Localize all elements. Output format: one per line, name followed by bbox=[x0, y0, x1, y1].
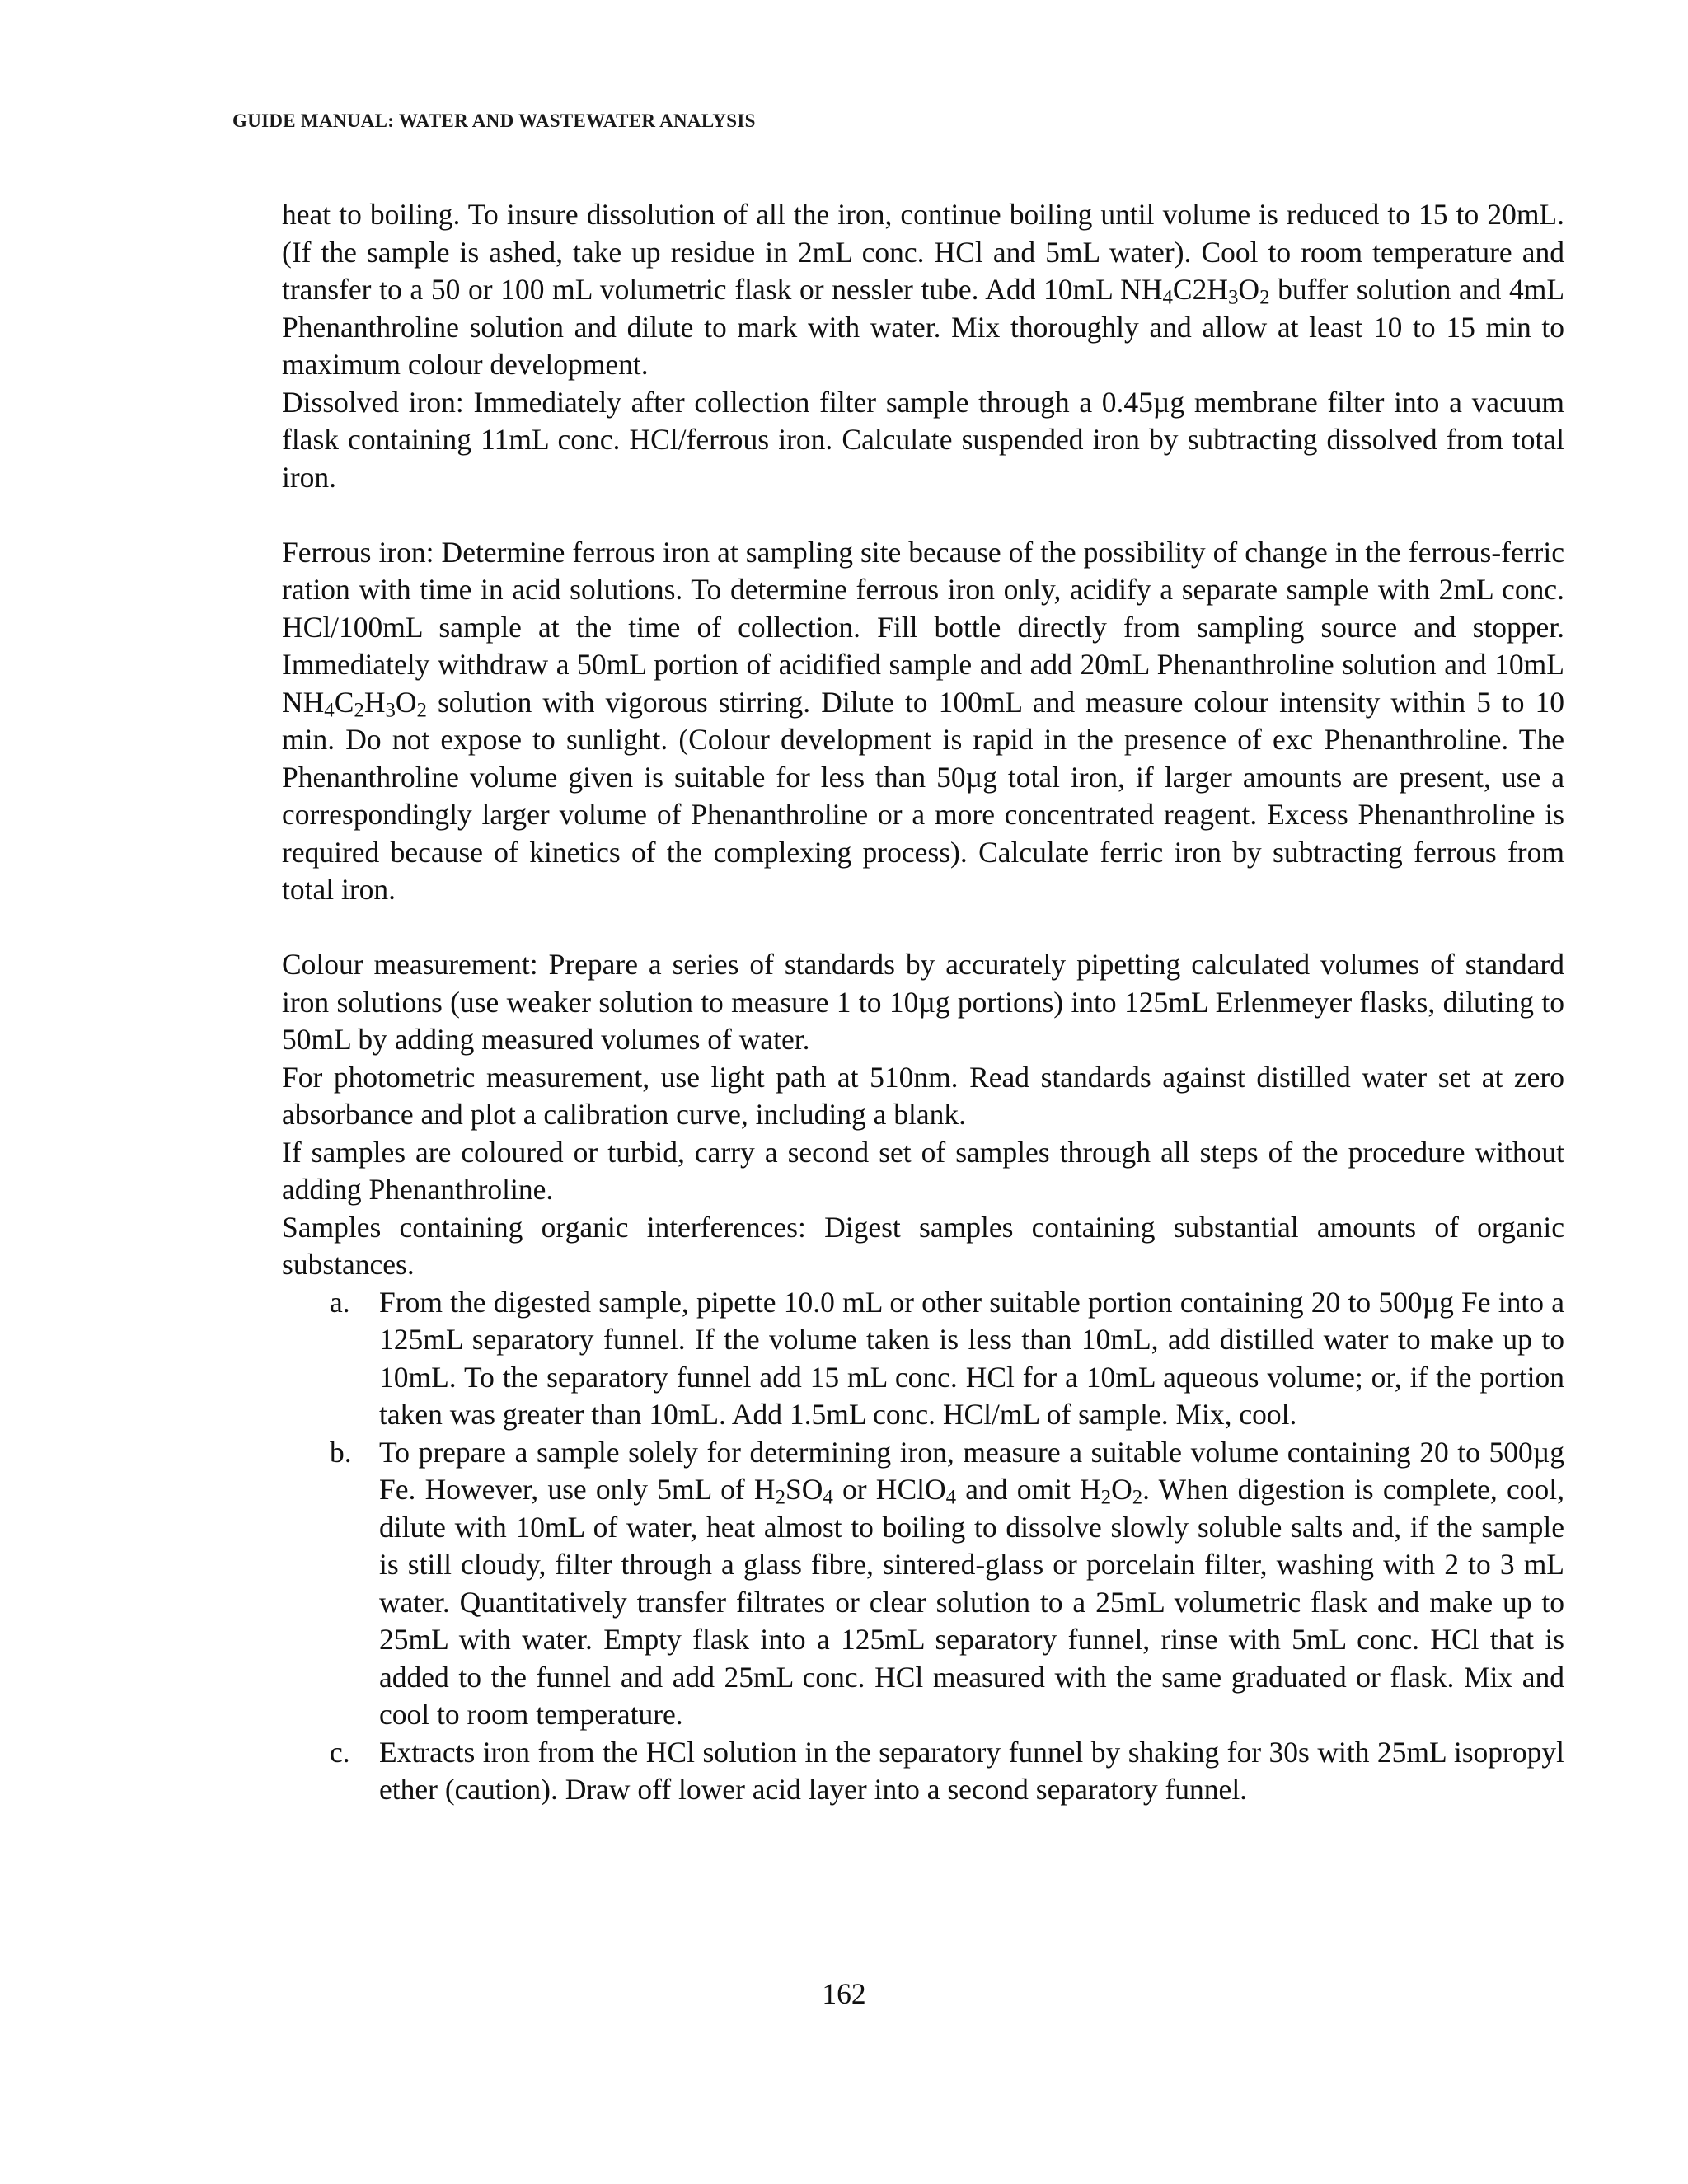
step-marker: a. bbox=[330, 1285, 350, 1319]
step-text: To prepare a sample solely for determining iron, measure a suitable volume containing 20 to 500µg Fe. However, use only 5mL of $H_2SO_4$ or HClO$_4$ and omit $H_2O_2$. When digestion is complete, cool, dilute with 10mL of water, heat almost to boiling to dissolve slowly soluble salts and, if the sample is still cloudy, filter through a glass fibre, sintered-glass or porcelain filter, washing with 2 to 3 mL water. Quantitatively transfer filtrates or clear solution to a 25mL volumetric flask and make up to 25mL with water. Empty flask into a 125mL separatory funnel, rinse with 5mL conc. HCl that is added to the funnel and add 25mL conc. HCl measured with the same graduated or flask. Mix and cool to room temperature. bbox=[379, 1435, 1565, 1731]
page-body bbox=[282, 196, 1564, 1809]
paragraph-dissolved-iron: Dissolved iron: Immediately after collection filter sample through a 0.45µg membrane filter into a vacuum flask containing 11mL conc. HCl/ferrous iron. Calculate suspended iron by subtracting dissolved from total iron. bbox=[282, 385, 1564, 494]
paragraph-coloured-samples: If samples are coloured or turbid, carry a second set of samples through all steps of the procedure without adding Phenanthroline. bbox=[282, 1135, 1564, 1206]
paragraph-spacer bbox=[282, 909, 1564, 947]
paragraph-ferrous-iron: Ferrous iron: Determine ferrous iron at sampling site because of the possibility of change in the ferrous-ferric ration with time in acid solutions. To determine ferrous iron only, acidify a separate sample with 2mL conc. HCl/100mL sample at the time of collection. Fill bottle directly from sampling source and stopper. Immediately withdraw a 50mL portion of acidified sample and add 20mL Phenanthroline solution and 10mL $NH_4C_2H_3O_2$ solution with vigorous stirring. Dilute to 100mL and measure colour intensity within 5 to 10 min. Do not expose to sunlight. (Colour development is rapid in the presence of exc Phenanthroline. The Phenanthroline volume given is suitable for less than 50µg total iron, if larger amounts are present, use a correspondingly larger volume of Phenanthroline or a more concentrated reagent. Excess Phenanthroline is required because of kinetics of the complexing process). Calculate ferric iron by subtracting ferrous from total iron. bbox=[282, 535, 1564, 906]
procedure-step-b bbox=[282, 1434, 1564, 1734]
step-text: From the digested sample, pipette 10.0 mL or other suitable portion containing 20 to 500µg Fe into a 125mL separatory funnel. If the volume taken is less than 10mL, add distilled water to make up to 10mL. To the separatory funnel add 15 mL conc. HCl for a 10mL aqueous volume; or, if the portion taken was greater than 10mL. Add 1.5mL conc. HCl/mL of sample. Mix, cool. bbox=[379, 1285, 1564, 1431]
paragraph-boiling-procedure: heat to boiling. To insure dissolution of all the iron, continue boiling until volume is reduced to 15 to 20mL. (If the sample is ashed, take up residue in 2mL conc. HCl and 5mL water). Cool to room temperature and transfer to a 50 or 100 mL volumetric flask or nessler tube. Add 10mL $NH_4C2H_3O_2$ buffer solution and 4mL Phenanthroline solution and dilute to mark with water. Mix thoroughly and allow at least 10 to 15 min to maximum colour development. bbox=[282, 198, 1564, 381]
paragraph-spacer bbox=[282, 496, 1564, 534]
procedure-steps-list bbox=[282, 1284, 1564, 1809]
paragraph-photometric-measurement: For photometric measurement, use light path at 510nm. Read standards against distilled water set at zero absorbance and plot a calibration curve, including a blank. bbox=[282, 1060, 1564, 1131]
step-marker: c. bbox=[330, 1735, 350, 1769]
paragraph-colour-measurement: Colour measurement: Prepare a series of standards by accurately pipetting calculated volumes of standard iron solutions (use weaker solution to measure 1 to 10µg portions) into 125mL Erlenmeyer flasks, diluting to 50mL by adding measured volumes of water. bbox=[282, 948, 1564, 1056]
page-number: 162 bbox=[822, 1977, 866, 2010]
step-text: Extracts iron from the HCl solution in the separatory funnel by shaking for 30s with 25mL isopropyl ether (caution). Draw off lower acid layer into a second separatory funnel. bbox=[379, 1735, 1564, 1806]
procedure-step-c bbox=[282, 1734, 1564, 1809]
running-header: GUIDE MANUAL: WATER AND WASTEWATER ANALYSIS bbox=[232, 110, 756, 131]
step-marker: b. bbox=[330, 1435, 352, 1469]
procedure-step-a bbox=[282, 1284, 1564, 1434]
paragraph-organic-interferences: Samples containing organic interferences: Digest samples containing substantial amounts of organic substances. bbox=[282, 1210, 1564, 1281]
